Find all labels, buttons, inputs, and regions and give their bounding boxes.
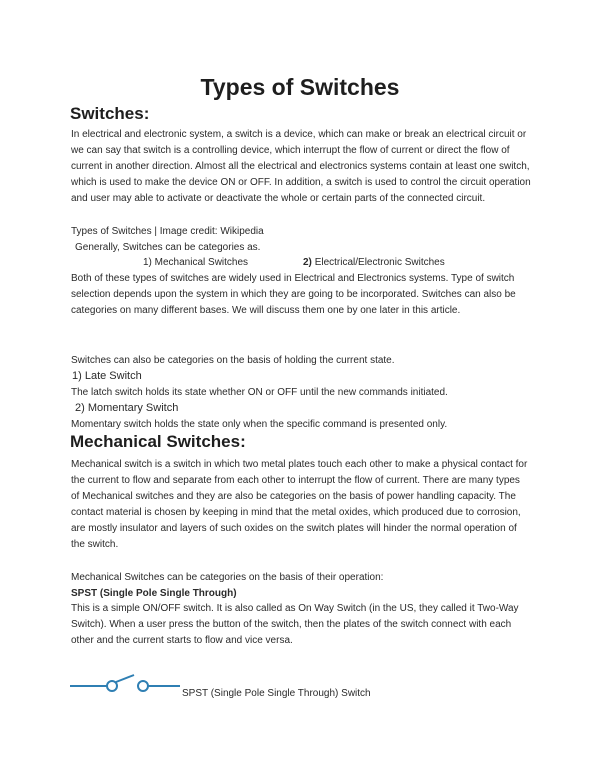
left-terminal xyxy=(107,681,117,691)
category-2-text: Electrical/Electronic Switches xyxy=(314,257,445,268)
categories-intro: Generally, Switches can be categories as. xyxy=(75,242,261,253)
late-switch-desc: The latch switch holds its state whether ON or OFF until the new commands initiated. xyxy=(71,387,448,398)
category-2-number: 2) xyxy=(303,257,312,268)
spst-caption: SPST (Single Pole Single Through) Switch xyxy=(182,688,371,699)
image-credit: Types of Switches | Image credit: Wikipedia xyxy=(71,226,264,237)
category-mechanical: 1) Mechanical Switches xyxy=(143,257,249,268)
switches-heading: Switches: xyxy=(70,104,150,123)
right-terminal xyxy=(138,681,148,691)
spst-switch-diagram xyxy=(70,674,182,700)
operation-line: Mechanical Switches can be categories on the basis of their operation: xyxy=(71,572,384,583)
intro-paragraph: In electrical and electronic system, a switch is a device, which can make or break an electrical circuit or we can say that switch is a controlling device, which interrupt the flow of current or direct the flow of current in another direction. Almost all the electrical and electronics systems contain at least one switch, which is used to make the device ON or OFF. In addition, a switch is used to control the circuit operation and user may able to activate or deactivate the whole or certain parts of the connected circuit. xyxy=(71,129,531,204)
mechanical-paragraph: Mechanical switch is a switch in which two metal plates touch each other to make a physical contact for the current to flow and separate from each other to interrupt the flow of current. There are many types of Mechanical switches and they are also be categories on the basis of power handling capacity. The contact material is chosen by keeping in mind that the metal oxides, which produced due to corrosion, are mostly insulator and layers of such oxides on the switch plates will hinder the normal operation of the switch. xyxy=(71,459,528,550)
late-switch-label: 1) Late Switch xyxy=(72,370,142,382)
mechanical-heading: Mechanical Switches: xyxy=(70,432,246,451)
holding-state-line: Switches can also be categories on the basis of holding the current state. xyxy=(71,355,395,366)
spst-paragraph: This is a simple ON/OFF switch. It is also called as On Way Switch (in the US, they called it Two-Way Switch). When a user press the button of the switch, then the plates of the switch connect with each other and the current starts to flow and vice versa. xyxy=(71,603,519,646)
page-title: Types of Switches xyxy=(200,74,400,100)
switch-blade xyxy=(116,675,134,682)
category-electrical xyxy=(303,256,445,270)
spst-heading: SPST (Single Pole Single Through) xyxy=(71,588,237,599)
momentary-desc: Momentary switch holds the state only when the specific command is presented only. xyxy=(71,419,448,430)
momentary-label: 2) Momentary Switch xyxy=(75,402,179,414)
both-types-paragraph: Both of these types of switches are widely used in Electrical and Electronics systems. Type of switch selection depends upon the system in which they are going to be incorporated. Switches can also be categories on many different bases. We will discuss them one by one later in this article. xyxy=(71,273,516,316)
